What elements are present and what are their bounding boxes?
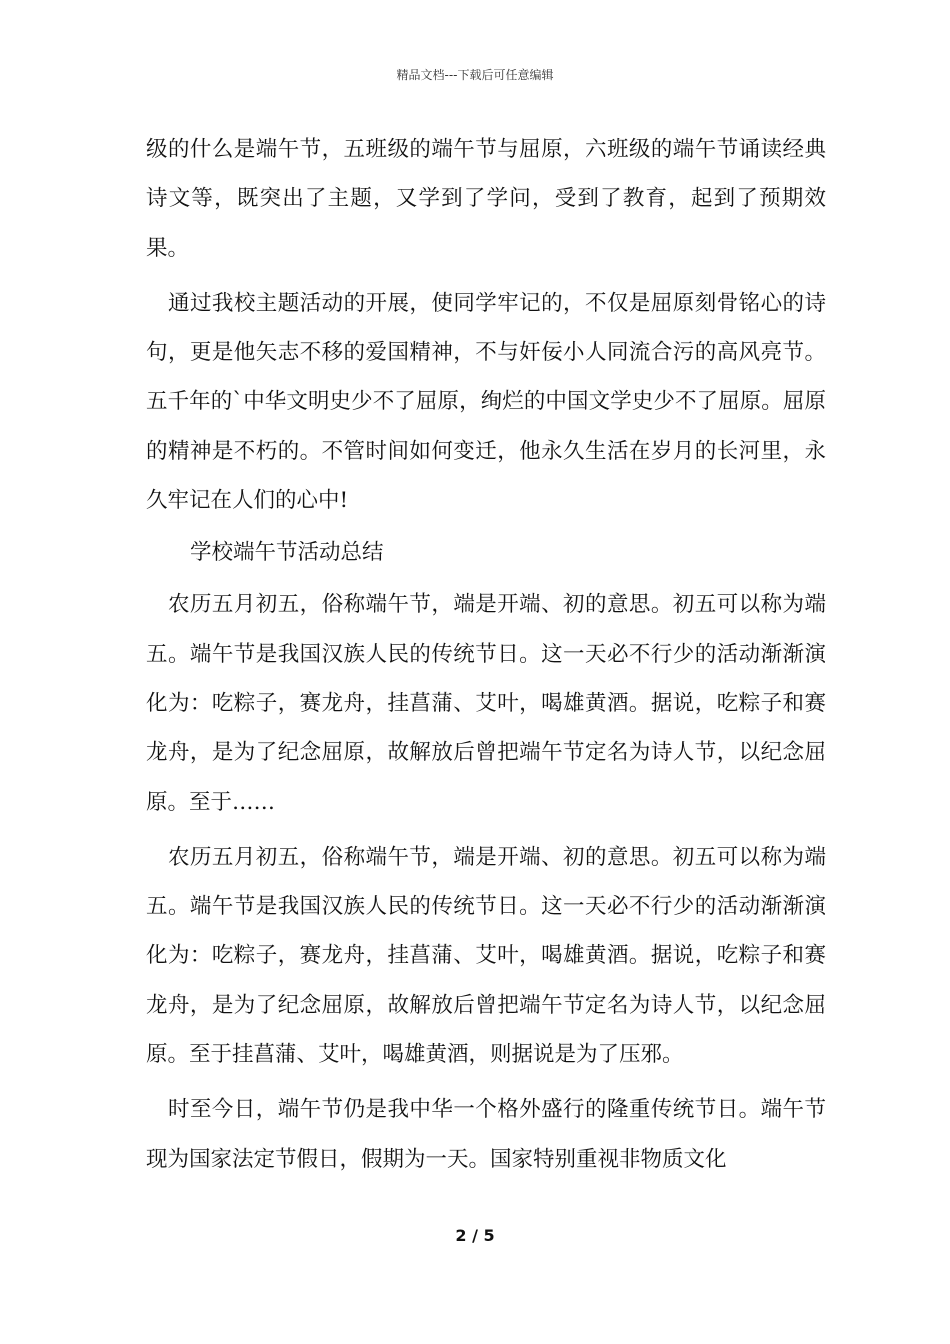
paragraph: 时至今日，端午节仍是我中华一个格外盛行的隆重传统节日。端午节现为国家法定节假日，假期为一天。国家特别重视非物质文化: [146, 1097, 826, 1172]
paragraph-continued: 级的什么是端午节，五班级的端午节与屈原，六班级的端午节诵读经典诗文等，既突出了主题，又学到了学问，受到了教育，起到了预期效果。: [146, 137, 826, 261]
document-body: [146, 125, 826, 1190]
page-header: 精品文档---下载后可任意编辑: [396, 68, 554, 82]
section-title: 学校端午节活动总结: [190, 540, 384, 566]
paragraph: 农历五月初五，俗称端午节，端是开端、初的意思。初五可以称为端五。端午节是我国汉族人民的传统节日。这一天必不行少的活动渐渐演化为：吃粽子，赛龙舟，挂菖蒲、艾叶，喝雄黄酒。据说，吃粽子和赛龙舟，是为了纪念屈原，故解放后曾把端午节定名为诗人节，以纪念屈原。至于挂菖蒲、艾叶，喝雄黄酒，则据说是为了压邪。: [146, 844, 826, 1068]
page-number: 2 / 5: [455, 1226, 495, 1245]
paragraph: 通过我校主题活动的开展，使同学牢记的，不仅是屈原刻骨铭心的诗句，更是他矢志不移的爱国精神，不与奸佞小人同流合污的高风亮节。五千年的`中华文明史少不了屈原，绚烂的中国文学史少不了屈原。屈原的精神是不朽的。不管时间如何变迁，他永久生活在岁月的长河里，永久牢记在人们的心中!: [146, 290, 826, 514]
paragraph: 农历五月初五，俗称端午节，端是开端、初的意思。初五可以称为端五。端午节是我国汉族人民的传统节日。这一天必不行少的活动渐渐演化为：吃粽子，赛龙舟，挂菖蒲、艾叶，喝雄黄酒。据说，吃粽子和赛龙舟，是为了纪念屈原，故解放后曾把端午节定名为诗人节，以纪念屈原。至于……: [146, 592, 826, 815]
